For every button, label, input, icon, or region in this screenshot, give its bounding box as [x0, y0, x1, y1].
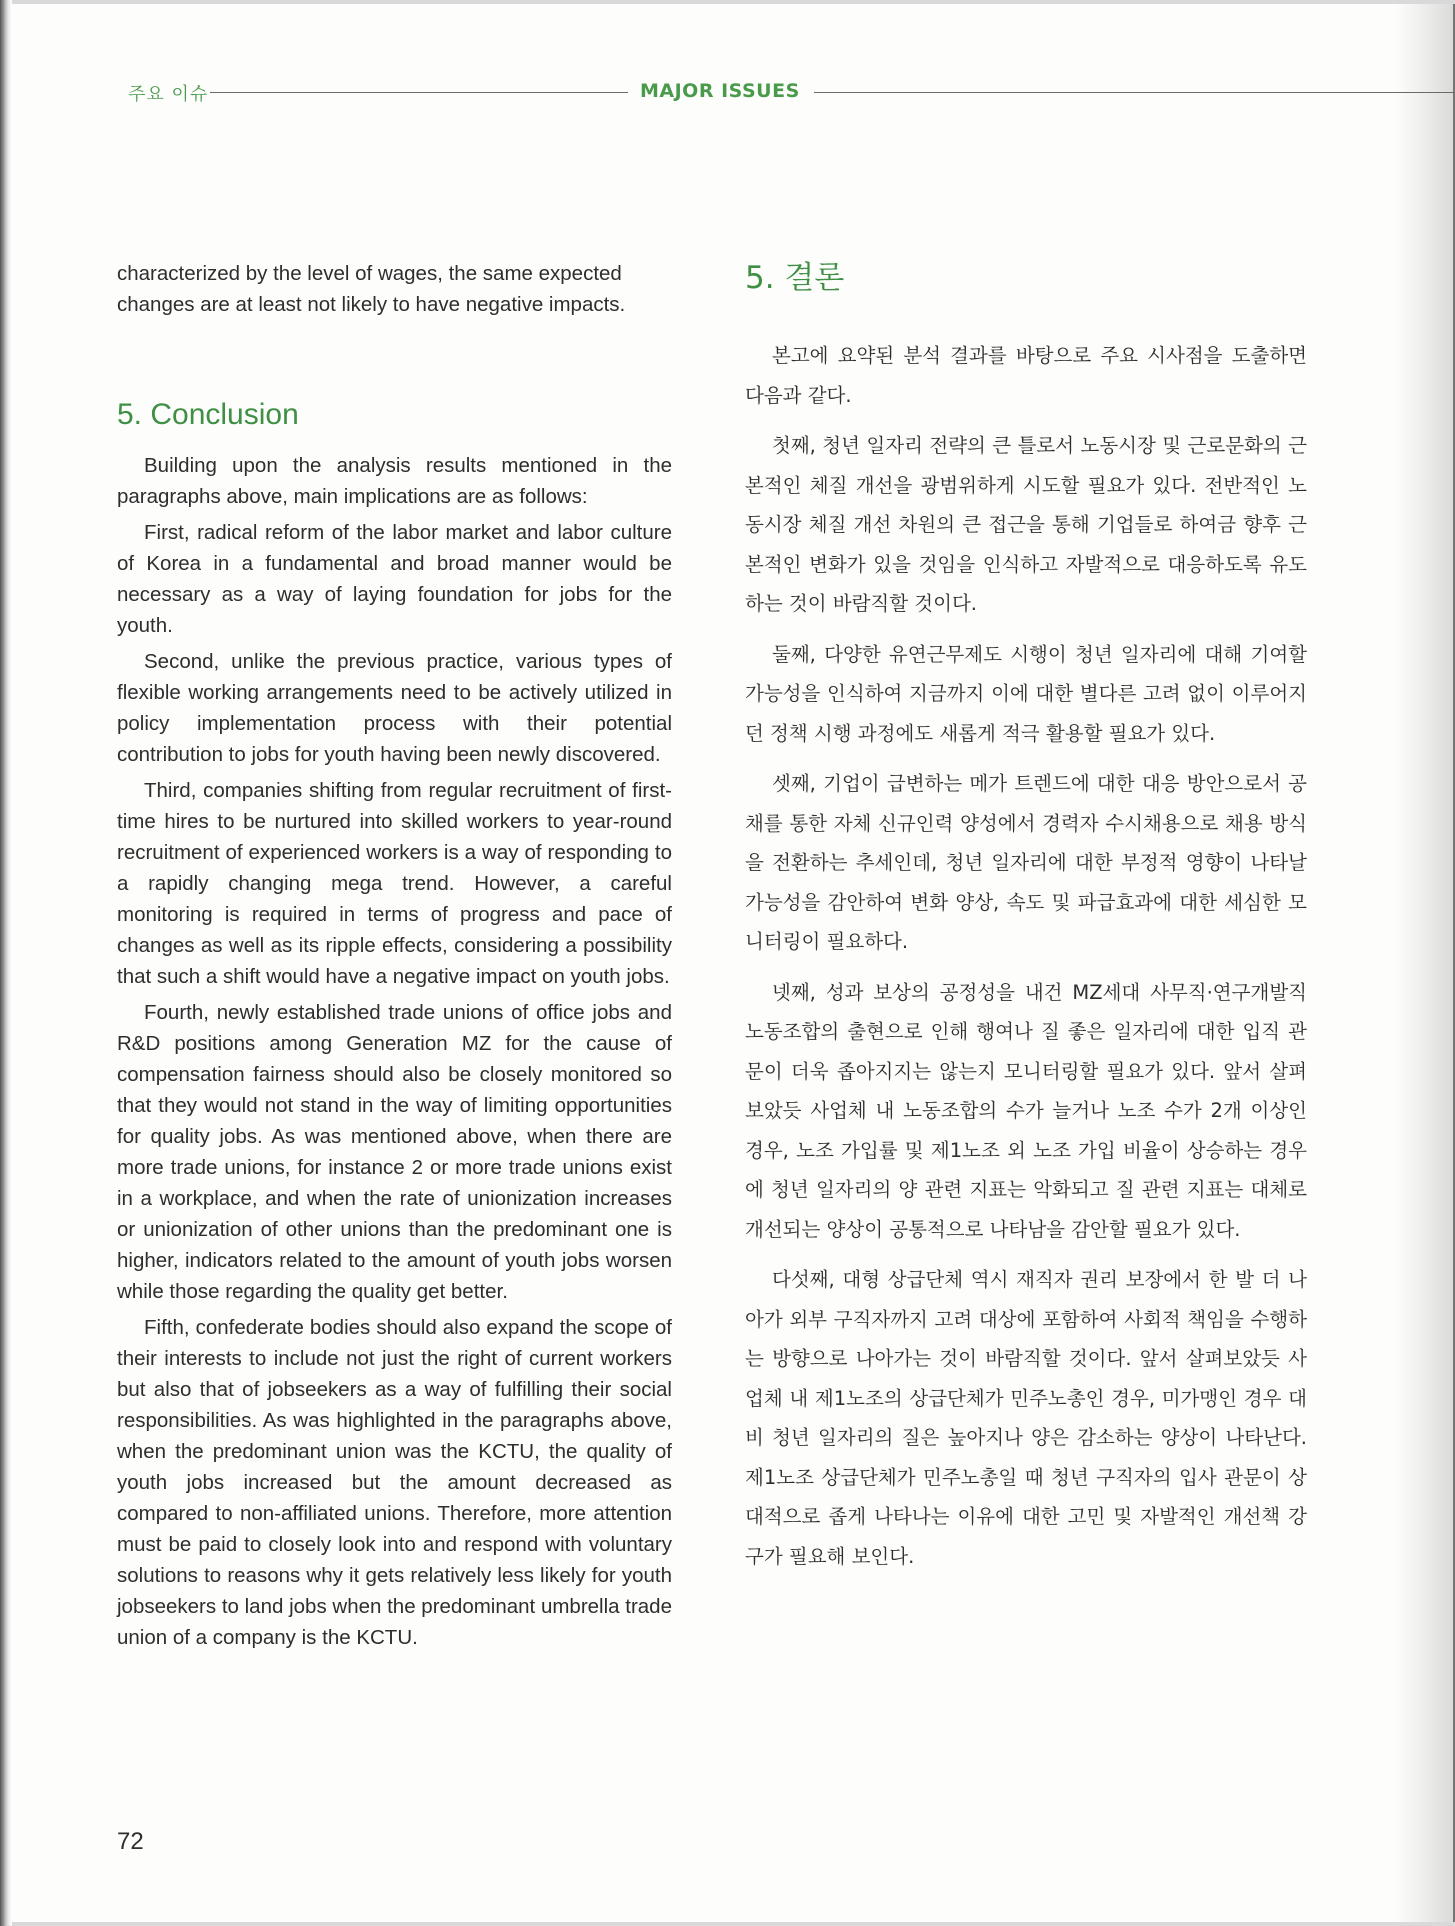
korean-section-heading: 5. 결론: [745, 260, 845, 296]
page-number: 72: [117, 1828, 144, 1855]
korean-paragraph: 셋째, 기업이 급변하는 메가 트렌드에 대한 대응 방안으로서 공채를 통한 자체 신규인력 양성에서 경력자 수시채용으로 채용 방식을 전환하는 추세인데, 청년 일자리에 대한 부정적 영향이 나타날 가능성을 감안하여 변화 양상, 속도 및 파급효과에 대한 세심한 모니터링이 필요하다.: [745, 772, 1307, 953]
header-rule-left: [210, 92, 628, 93]
english-paragraph: Third, companies shifting from regular recruitment of first-time hires to be nurtured into skilled workers to year-round recruitment of experienced workers is a way of responding to a rapidly changing mega trend. However, a careful monitoring is required in terms of progress and pace of changes as well as its ripple effects, considering a possibility that such a shift would have a negative impact on youth jobs.: [117, 779, 672, 988]
header-section-korean: 주요 이슈: [128, 84, 209, 105]
english-paragraph: Fifth, confederate bodies should also expand the scope of their interests to include not just the right of current workers but also that of jobseekers as a way of fulfilling their social responsibilities. As was highlighted in the paragraphs above, when the predominant union was the KCTU, the quality of youth jobs increased but the amount decreased as compared to non-affiliated unions. Therefore, more attention must be paid to closely look into and respond with voluntary solutions to reasons why it gets relatively less likely for youth jobseekers to land jobs when the predominant umbrella trade union of a company is the KCTU.: [117, 1316, 672, 1649]
korean-column-body: [745, 336, 1307, 1587]
english-paragraph: Fourth, newly established trade unions of office jobs and R&D positions among Generation MZ for the cause of compensation fairness should also be closely monitored so that they would not stand in the way of limiting opportunities for quality jobs. As was mentioned above, when there are more trade unions, for instance 2 or more trade unions exist in a workplace, and when the rate of unionization increases or unionization of other unions than the predominant one is higher, indicators related to the amount of youth jobs worsen while those regarding the quality get better.: [117, 1001, 672, 1303]
korean-paragraph: 본고에 요약된 분석 결과를 바탕으로 주요 시사점을 도출하면 다음과 같다.: [745, 344, 1307, 407]
page-curl-shadow: [1395, 4, 1455, 1922]
running-header: [128, 80, 1455, 108]
english-paragraph: Second, unlike the previous practice, various types of flexible working arrangements need to be actively utilized in policy implementation process with their potential contribution to jobs for youth having been newly discovered.: [117, 650, 672, 766]
english-column-carryover: [117, 258, 672, 320]
english-paragraph: Building upon the analysis results mentioned in the paragraphs above, main implications are as follows:: [117, 454, 672, 508]
korean-paragraph: 넷째, 성과 보상의 공정성을 내건 MZ세대 사무직·연구개발직 노동조합의 출현으로 인해 행여나 질 좋은 일자리에 대한 입직 관문이 더욱 좁아지지는 않는지 모니터링할 필요가 있다. 앞서 살펴보았듯 사업체 내 노동조합의 수가 늘거나 노조 수가 2개 이상인 경우, 노조 가입률 및 제1노조 외 노조 가입 비율이 상승하는 경우에 청년 일자리의 양 관련 지표는 악화되고 질 관련 지표는 대체로 개선되는 양상이 공통적으로 나타남을 감안할 필요가 있다.: [745, 980, 1307, 1241]
korean-paragraph: 둘째, 다양한 유연근무제도 시행이 청년 일자리에 대해 기여할 가능성을 인식하여 지금까지 이에 대한 별다른 고려 없이 이루어지던 정책 시행 과정에도 새롭게 적극 활용할 필요가 있다.: [745, 642, 1307, 745]
english-column-body: [117, 450, 672, 1653]
header-rule-right: [814, 92, 1455, 93]
korean-paragraph: 다섯째, 대형 상급단체 역시 재직자 권리 보장에서 한 발 더 나아가 외부 구직자까지 고려 대상에 포함하여 사회적 책임을 수행하는 방향으로 나아가는 것이 바람직할 것이다. 앞서 살펴보았듯 사업체 내 제1노조의 상급단체가 민주노총인 경우, 미가맹인 경우 대비 청년 일자리의 질은 높아지나 양은 감소하는 양상이 나타난다. 제1노조 상급단체가 민주노총일 때 청년 구직자의 입사 관문이 상대적으로 좁게 나타나는 이유에 대한 고민 및 자발적인 개선책 강구가 필요해 보인다.: [745, 1268, 1307, 1568]
book-spine: [0, 0, 12, 1926]
english-section-heading: 5. Conclusion: [117, 398, 299, 431]
english-paragraph: First, radical reform of the labor market and labor culture of Korea in a fundamental and broad manner would be necessary as a way of laying foundation for jobs for the youth.: [117, 521, 672, 637]
header-section-english: MAJOR ISSUES: [640, 80, 800, 102]
korean-paragraph: 첫째, 청년 일자리 전략의 큰 틀로서 노동시장 및 근로문화의 근본적인 체질 개선을 광범위하게 시도할 필요가 있다. 전반적인 노동시장 체질 개선 차원의 큰 접근을 통해 기업들로 하여금 향후 근본적인 변화가 있을 것임을 인식하고 자발적으로 대응하도록 유도하는 것이 바람직할 것이다.: [745, 434, 1307, 615]
english-carryover-paragraph: characterized by the level of wages, the same expected changes are at least not likely to have negative impacts.: [117, 262, 626, 316]
